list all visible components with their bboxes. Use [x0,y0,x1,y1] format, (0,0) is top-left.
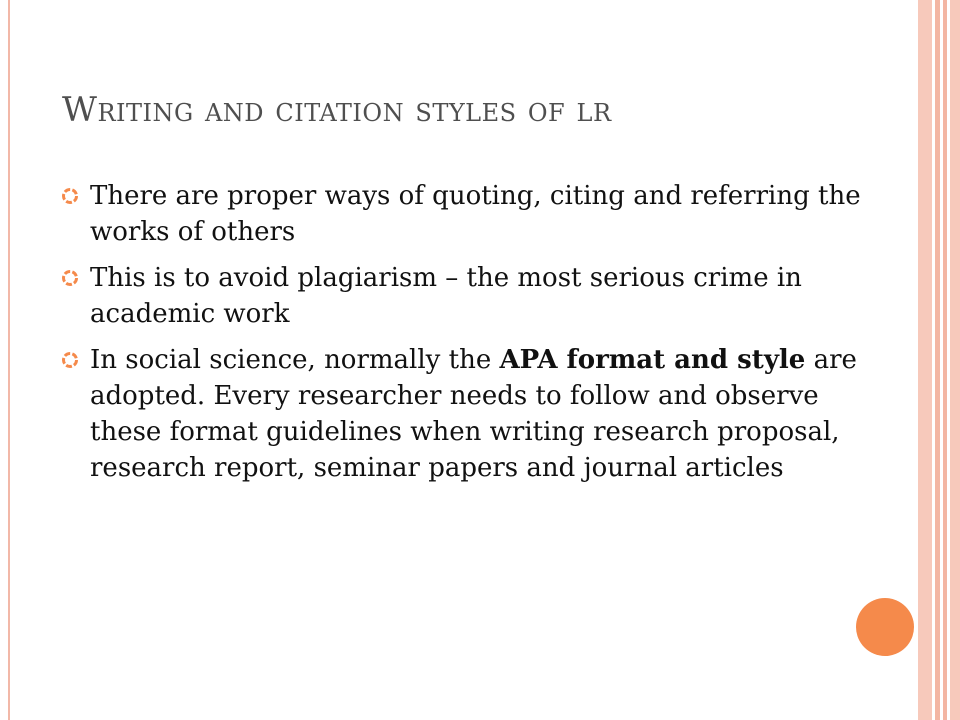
orange-circle-decoration [856,598,914,656]
bullet-icon [60,268,80,288]
bullet-list [62,178,862,496]
right-stripe [918,0,932,720]
bullet-text-before: In social science, normally the [90,345,500,375]
bullet-text: This is to avoid plagiarism – the most serious crime in academic work [90,263,802,329]
left-border-line [8,0,10,720]
bullet-bold-text: APA format and style [499,345,806,375]
slide-title: Writing and citation styles of lr [62,90,612,130]
bullet-item [62,260,862,332]
bullet-icon [60,186,80,206]
bullet-icon [60,350,80,370]
bullet-text: There are proper ways of quoting, citing and referring the works of others [90,181,861,247]
right-stripe [950,0,960,720]
bullet-text-after: are adopted. Every researcher needs to follow and observe these format guidelines when writing research proposal, research report, seminar papers and journal articles [90,345,857,483]
bullet-item [62,178,862,250]
bullet-item [62,342,862,486]
